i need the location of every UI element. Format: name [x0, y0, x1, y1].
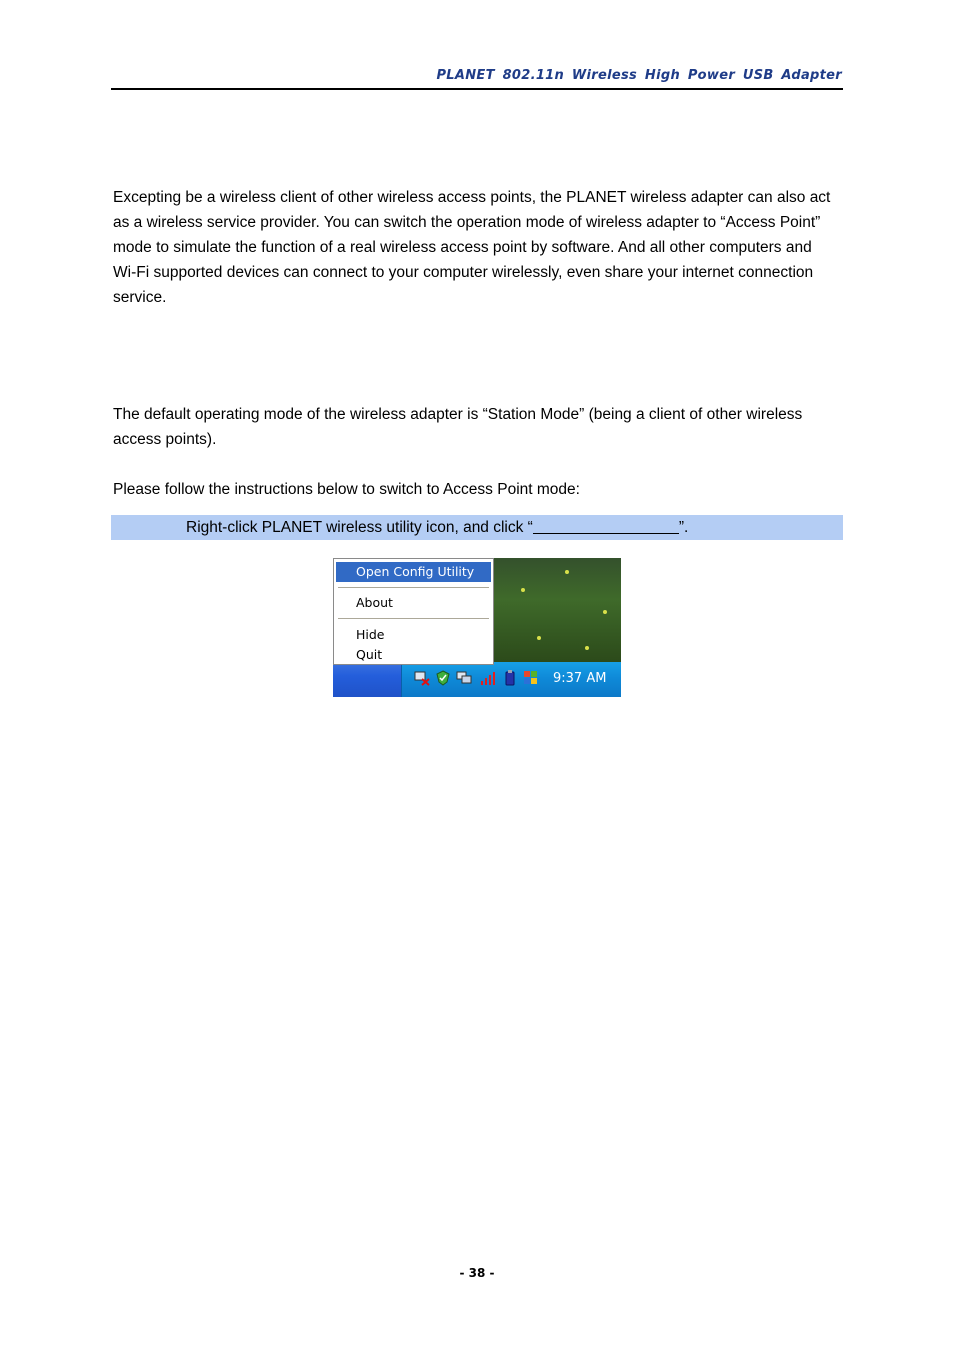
- tray-clock: 9:37 AM: [553, 671, 607, 686]
- step-text: [186, 518, 688, 537]
- header-title: PLANET 802.11n Wireless High Power USB Adapter: [436, 68, 842, 83]
- context-menu: [333, 558, 494, 665]
- menu-separator: [338, 618, 489, 619]
- menu-item-quit[interactable]: Quit: [356, 647, 383, 662]
- menu-item-open-config-utility[interactable]: Open Config Utility: [336, 562, 491, 582]
- flower-dot: [537, 636, 541, 640]
- step-text-after: ”.: [678, 519, 689, 536]
- page-number: - 38 -: [459, 1266, 495, 1280]
- menu-separator: [338, 587, 489, 588]
- signal-bars-icon[interactable]: [480, 670, 496, 686]
- tray-menu-screenshot: [333, 558, 621, 697]
- step-instruction-bar: [111, 515, 843, 540]
- header-rule: [111, 88, 843, 90]
- flower-dot: [585, 646, 589, 650]
- windows-flag-icon[interactable]: [523, 670, 539, 686]
- desktop-wallpaper: [493, 558, 621, 662]
- menu-item-hide[interactable]: Hide: [356, 627, 385, 642]
- network-disconnected-icon[interactable]: [414, 670, 430, 686]
- flower-dot: [603, 610, 607, 614]
- default-mode-paragraph: The default operating mode of the wireless adapter is “Station Mode” (being a client of other wireless access points).: [113, 406, 803, 448]
- flower-dot: [565, 570, 569, 574]
- menu-item-about[interactable]: About: [356, 595, 393, 610]
- network-icon[interactable]: [456, 670, 472, 686]
- blank-underline: [533, 518, 679, 534]
- intro-paragraph: Excepting be a wireless client of other wireless access points, the PLANET wireless adapter can also act as a wireless service provider. You can switch the operation mode of wireless adapter to “Access Point” mode to simulate the function of a real wireless access point by software. And all other computers and Wi-Fi supported devices can connect to your computer wirelessly, even share your internet connection service.: [113, 189, 831, 306]
- shield-icon[interactable]: [435, 670, 451, 686]
- flower-dot: [521, 588, 525, 592]
- instructions-paragraph: Please follow the instructions below to switch to Access Point mode:: [113, 481, 580, 498]
- usb-adapter-icon[interactable]: [502, 670, 518, 686]
- step-text-before: Right-click PLANET wireless utility icon, and click “: [186, 519, 533, 536]
